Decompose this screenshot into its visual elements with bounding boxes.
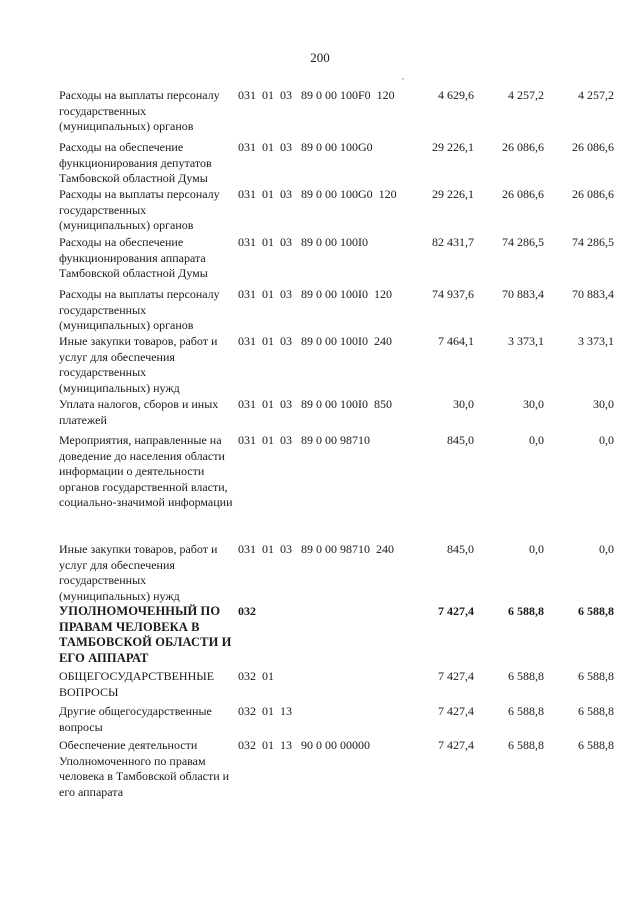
row-value-year-1: 845,0 [447,542,474,556]
row-value-year-2: 0,0 [529,433,544,447]
row-value-year-3: 0,0 [599,433,614,447]
row-value-year-1: 7 427,4 [438,704,474,718]
row-description: Другие общегосударственные вопросы [59,704,212,734]
row-classification-code: 031 01 03 89 0 00 100G0 [238,140,373,154]
row-value-year-1: 4 629,6 [438,88,474,102]
row-value-year-1: 7 427,4 [438,738,474,752]
row-description: Иные закупки товаров, работ и услуг для обеспечения государственных (муниципальных) нужд [59,542,218,603]
row-description: Расходы на обеспечение функционирования аппарата Тамбовской областной Думы [59,235,208,280]
row-value-year-3: 6 588,8 [578,604,614,618]
row-classification-code: 032 01 13 [238,704,292,718]
row-value-year-2: 6 588,8 [508,604,544,618]
row-value-year-2: 0,0 [529,542,544,556]
row-value-year-1: 30,0 [453,397,474,411]
row-classification-code: 032 01 13 90 0 00 00000 [238,738,370,752]
row-description: УПОЛНОМОЧЕННЫЙ ПО ПРАВАМ ЧЕЛОВЕКА В ТАМБОВСКОЙ ОБЛАСТИ И ЕГО АППАРАТ [59,604,232,665]
row-description: Расходы на выплаты персоналу государственных (муниципальных) органов [59,187,220,232]
row-description: Расходы на обеспечение функционирования депутатов Тамбовской областной Думы [59,140,212,185]
row-value-year-3: 4 257,2 [578,88,614,102]
row-value-year-2: 70 883,4 [502,287,544,301]
row-classification-code: 031 01 03 89 0 00 100I0 [238,235,368,249]
row-classification-code: 031 01 03 89 0 00 98710 [238,433,370,447]
row-value-year-1: 7 464,1 [438,334,474,348]
page-number: 200 [310,50,330,65]
row-value-year-2: 74 286,5 [502,235,544,249]
row-value-year-2: 3 373,1 [508,334,544,348]
row-value-year-2: 26 086,6 [502,140,544,154]
row-value-year-3: 30,0 [593,397,614,411]
row-value-year-2: 26 086,6 [502,187,544,201]
row-value-year-1: 7 427,4 [438,669,474,683]
row-value-year-3: 74 286,5 [572,235,614,249]
row-value-year-2: 30,0 [523,397,544,411]
row-value-year-2: 6 588,8 [508,669,544,683]
row-value-year-1: 74 937,6 [432,287,474,301]
row-value-year-3: 6 588,8 [578,738,614,752]
row-description: Обеспечение деятельности Уполномоченного по правам человека в Тамбовской области и его аппарата [59,738,230,799]
row-classification-code: 031 01 03 89 0 00 100G0 120 [238,187,397,201]
row-classification-code: 032 01 [238,669,274,683]
row-value-year-3: 26 086,6 [572,187,614,201]
row-value-year-3: 70 883,4 [572,287,614,301]
row-classification-code: 031 01 03 89 0 00 100F0 120 [238,88,395,102]
row-value-year-3: 3 373,1 [578,334,614,348]
row-value-year-1: 7 427,4 [438,604,474,618]
row-classification-code: 031 01 03 89 0 00 100I0 850 [238,397,392,411]
row-value-year-2: 6 588,8 [508,704,544,718]
row-value-year-3: 0,0 [599,542,614,556]
row-value-year-1: 29 226,1 [432,140,474,154]
row-classification-code: 031 01 03 89 0 00 100I0 240 [238,334,392,348]
row-description: Уплата налогов, сборов и иных платежей [59,397,219,427]
row-value-year-3: 6 588,8 [578,669,614,683]
row-value-year-3: 26 086,6 [572,140,614,154]
row-value-year-1: 82 431,7 [432,235,474,249]
row-value-year-3: 6 588,8 [578,704,614,718]
row-classification-code: 031 01 03 89 0 00 100I0 120 [238,287,392,301]
scan-mark: , [402,72,404,81]
row-description: Расходы на выплаты персоналу государственных (муниципальных) органов [59,88,220,133]
row-value-year-1: 845,0 [447,433,474,447]
row-classification-code: 032 [238,604,256,618]
row-description: ОБЩЕГОСУДАРСТВЕННЫЕ ВОПРОСЫ [59,669,215,699]
row-description: Расходы на выплаты персоналу государственных (муниципальных) органов [59,287,220,332]
row-description: Иные закупки товаров, работ и услуг для обеспечения государственных (муниципальных) нужд [59,334,218,395]
row-value-year-2: 6 588,8 [508,738,544,752]
row-value-year-1: 29 226,1 [432,187,474,201]
row-classification-code: 031 01 03 89 0 00 98710 240 [238,542,394,556]
row-value-year-2: 4 257,2 [508,88,544,102]
row-description: Мероприятия, направленные на доведение до населения области информации о деятельности органов государственной власти, социально-значимой информации [59,433,233,509]
